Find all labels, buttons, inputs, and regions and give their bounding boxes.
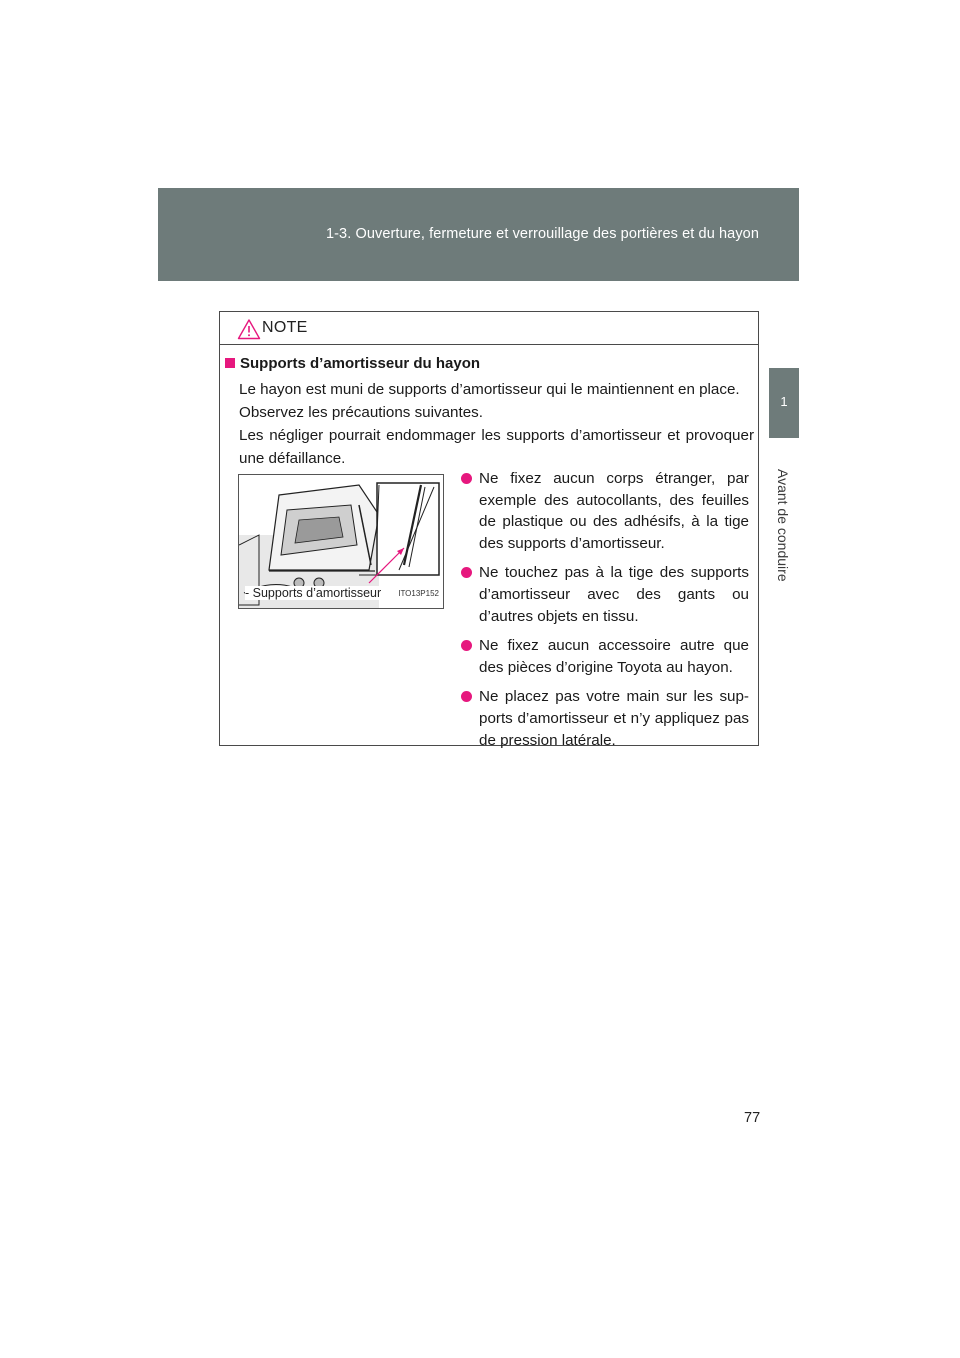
square-bullet-icon xyxy=(225,358,235,368)
list-item xyxy=(461,686,749,751)
figure-label-text: Supports d’amortisseur xyxy=(252,586,382,600)
list-item-text: Ne fixez aucun accessoire autre que des pièces d’origine Toyota au hayon. xyxy=(479,637,749,676)
list-item xyxy=(461,468,749,554)
intro-line: Observez les précautions suivantes. xyxy=(239,404,483,421)
section-title-text: Supports d’amortisseur du hayon xyxy=(240,355,481,372)
shock-absorber-figure xyxy=(238,474,444,609)
intro-line: Les négliger pourrait endommager les supports d’amortisseur et provoquer une défaillance. xyxy=(239,427,754,467)
bullet-dot-icon xyxy=(461,691,472,702)
section-label: Avant de conduire xyxy=(775,469,791,582)
figure-label: - Supports d’amortisseur xyxy=(245,586,382,600)
intro-paragraph xyxy=(239,378,754,470)
list-item xyxy=(461,635,749,678)
page-number: 77 xyxy=(744,1110,761,1126)
bullet-dot-icon xyxy=(461,473,472,484)
note-box xyxy=(219,311,759,749)
bullet-list xyxy=(461,468,749,759)
section-title xyxy=(225,355,480,372)
figure-code: ITO13P152 xyxy=(398,589,439,598)
warning-icon xyxy=(237,318,261,340)
list-item xyxy=(461,562,749,627)
list-item-text: Ne touchez pas à la tige des supports d’amortisseur avec des gants ou d’autres objets en tissu. xyxy=(479,564,749,625)
chapter-header xyxy=(158,188,799,281)
note-title: NOTE xyxy=(262,319,308,336)
chapter-title: 1-3. Ouverture, fermeture et verrouillage des portières et du hayon xyxy=(325,226,759,242)
bullet-dot-icon xyxy=(461,567,472,578)
list-item-text: Ne placez pas votre main sur les sup-ports d’amortisseur et n’y appliquez pas de pression latérale. xyxy=(479,688,749,749)
note-header xyxy=(220,312,758,345)
chapter-tab xyxy=(769,368,799,438)
bullet-dot-icon xyxy=(461,640,472,651)
intro-line: Le hayon est muni de supports d’amortisseur qui le maintiennent en place. xyxy=(239,381,740,398)
chapter-tab-number: 1 xyxy=(780,394,788,409)
list-item-text: Ne fixez aucun corps étranger, par exemple des autocollants, des feuilles de plastique ou des adhésifs, à la tige des supports d’amortisseur. xyxy=(479,470,749,552)
